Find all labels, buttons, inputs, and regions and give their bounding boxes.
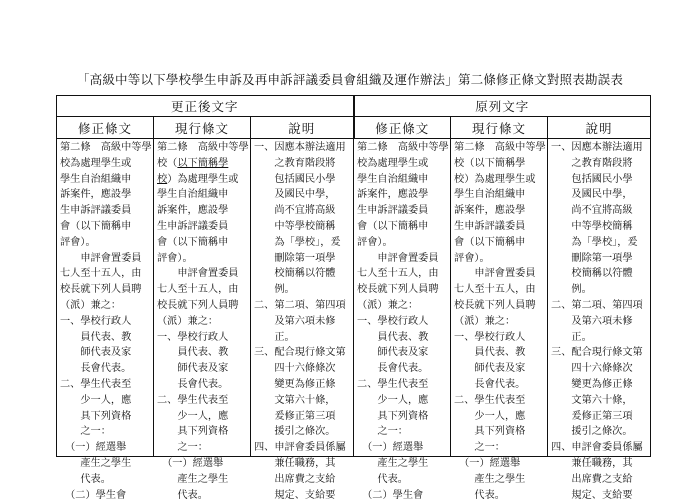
text-line: 之一： (157, 442, 208, 454)
col-header-explanation: 說明 (548, 117, 651, 139)
text-line: 三、配合現行條文第 (551, 347, 643, 359)
text-line: 代表。 (60, 473, 111, 485)
column-header-row (57, 117, 651, 139)
text-line: 申評會置委員 (157, 268, 239, 280)
text-line: 評會）。 (157, 252, 193, 264)
text-line: （一）經選舉 (454, 457, 521, 469)
text-line: 一、因應本辦法適用 (254, 142, 346, 153)
text-line: 之一： (454, 442, 505, 454)
text-line: 生申訴評議委員 (60, 205, 132, 217)
text-line: 校簡稱以符體 (551, 268, 633, 280)
text-line: 申評會置委員 (357, 252, 439, 264)
text-line: 變更為修正條 (551, 378, 633, 390)
text-line: 變更為修正條 (254, 378, 336, 390)
text-line: 七人至十五人，由 (60, 268, 142, 280)
group-header-original: 原列文字 (354, 96, 651, 117)
text-line: 一、學校行政人 (157, 331, 229, 343)
text-line: （派）兼之： (357, 299, 419, 311)
text-line: 學生自治組織申 (157, 189, 229, 201)
text-line: 申評會置委員 (454, 268, 536, 280)
text-line: （一）經選舉 (157, 457, 224, 469)
text-line: 第二條 高級中等學 (60, 142, 152, 153)
text-line: 評會）。 (454, 252, 490, 264)
text-line: 尚不宜將高級 (551, 205, 633, 217)
text-line: 學生自治組織申 (454, 189, 526, 201)
text-line: 員代表、教 (357, 331, 429, 343)
text-line: 產生之學生 (157, 473, 229, 485)
text-line: 師代表及家 (157, 363, 229, 375)
text-line: 生申訴評議委員 (157, 220, 229, 232)
text-line: 例。 (254, 284, 295, 296)
text-line: 刪除第一項學 (551, 252, 633, 264)
text-line: 校長就下列人員聘 (60, 284, 142, 296)
text-line: 校）為處理學生或 (157, 173, 239, 185)
text-line: 代表。 (157, 489, 208, 501)
text-line: 少一人，應 (157, 410, 229, 422)
text-line: 尚不宜將高級 (254, 205, 336, 217)
text-line: 具下列資格 (357, 410, 429, 422)
text-line: 及第六項未修 (551, 315, 633, 327)
corrected-amended-cell (57, 139, 154, 501)
text-line: 師代表及家 (357, 347, 429, 359)
text-line: 第二條 高級中等學 (357, 142, 449, 153)
text-line: 四、申評會委員係屬 (254, 442, 346, 454)
text-line: 二、第二項、第四項 (254, 299, 346, 311)
col-header-amended: 修正條文 (57, 117, 154, 139)
text-line: 師代表及家 (454, 363, 526, 375)
document-title: 「高級中等以下學校學生申訴及再申訴評議委員會組織及運作辦法」第二條修正條文對照表勘誤表 (76, 72, 624, 87)
text-line: 長會代表。 (454, 378, 526, 390)
text-line: （派）兼之： (157, 315, 219, 327)
text-line: 訴案件，應設學 (60, 189, 132, 201)
text-line: 校為處理學生或 (357, 157, 429, 169)
text-line: 援引之條次。 (551, 426, 633, 438)
text-line: 會（以下簡稱申 (454, 236, 526, 248)
text-line: 為「學校」，爰 (551, 236, 638, 248)
text-line: 生申訴評議委員 (357, 205, 429, 217)
text-line: 生申訴評議委員 (454, 220, 526, 232)
text-line: 學生自治組織申 (60, 173, 132, 185)
text-line: 會（以下簡稱申 (357, 220, 429, 232)
text-line: （二）學生會 (60, 489, 127, 501)
text-line: 產生之學生 (454, 473, 526, 485)
text-line: 申評會置委員 (60, 252, 142, 264)
text-line: 七人至十五人，由 (454, 284, 536, 296)
text-line: 學生自治組織申 (357, 173, 429, 185)
text-line: 會（以下簡稱申 (157, 236, 229, 248)
original-explanation-cell (548, 139, 651, 501)
text-line: 一、因應本辦法適用 (551, 142, 643, 153)
text-line: 長會代表。 (157, 378, 229, 390)
text-line: 二、學生代表至 (60, 378, 132, 390)
text-line: 中等學校簡稱 (254, 220, 336, 232)
text-line: 校（以下簡稱學 (454, 157, 526, 169)
group-header-row (57, 96, 651, 117)
col-header-explanation: 說明 (251, 117, 354, 139)
text-line: 及第六項未修 (254, 315, 336, 327)
original-current-cell (451, 139, 548, 501)
text-line: 訴案件，應設學 (357, 189, 429, 201)
text-line: 校長就下列人員聘 (357, 284, 439, 296)
group-header-corrected: 更正後文字 (57, 96, 354, 117)
text-line: 及國民中學， (551, 189, 633, 201)
text-line: 之一： (60, 426, 111, 438)
text-line: 四、申評會委員係屬 (551, 442, 643, 454)
text-line: 規定、支給要 (254, 489, 336, 501)
text-line: 少一人，應 (357, 394, 429, 406)
text-line: 評會）。 (60, 236, 96, 248)
text-line: 代表。 (357, 473, 408, 485)
text-line: 中等學校簡稱 (551, 220, 633, 232)
text-line: 文第六十條， (254, 394, 336, 406)
corrected-current-cell (154, 139, 251, 501)
text-line: 具下列資格 (157, 426, 229, 438)
text-line: 例。 (551, 284, 592, 296)
text-line: 規定、支給要 (551, 489, 633, 501)
text-line: 長會代表。 (60, 363, 132, 375)
text-line: （派）兼之： (60, 299, 122, 311)
col-header-amended: 修正條文 (354, 117, 451, 139)
text-line: 師代表及家 (60, 347, 132, 359)
text-line: 校（以下簡稱學 (157, 157, 229, 169)
text-line: 會（以下簡稱申 (60, 220, 132, 232)
text-line: 代表。 (454, 489, 505, 501)
text-line: 為「學校」，爰 (254, 236, 341, 248)
original-amended-cell (354, 139, 451, 501)
text-line: 第二條 高級中等學 (454, 142, 546, 153)
text-line: 兼任職務，其 (254, 457, 336, 469)
text-line: 包括國民小學 (551, 173, 633, 185)
text-line: 產生之學生 (357, 457, 429, 469)
col-header-current: 現行條文 (451, 117, 548, 139)
text-line: 少一人，應 (60, 394, 132, 406)
text-line: 援引之條次。 (254, 426, 336, 438)
text-line: 校為處理學生或 (60, 157, 132, 169)
text-line: 一、學校行政人 (454, 331, 526, 343)
text-line: 之一： (357, 426, 408, 438)
text-line: 之教育階段將 (551, 157, 633, 169)
text-line: 員代表、教 (60, 331, 132, 343)
text-line: （二）學生會 (357, 489, 424, 501)
text-line: 三、配合現行條文第 (254, 347, 346, 359)
col-header-current: 現行條文 (154, 117, 251, 139)
text-line: 七人至十五人，由 (157, 284, 239, 296)
text-line: 包括國民小學 (254, 173, 336, 185)
text-line: 爰修正第三項 (551, 410, 633, 422)
text-line: 員代表、教 (454, 347, 526, 359)
text-line: 七人至十五人，由 (357, 268, 439, 280)
text-line: 校長就下列人員聘 (157, 299, 239, 311)
text-line: 具下列資格 (60, 410, 132, 422)
text-line: 正。 (254, 331, 295, 343)
text-line: 四十六條條次 (551, 363, 633, 375)
text-line: 員代表、教 (157, 347, 229, 359)
text-line: 兼任職務，其 (551, 457, 633, 469)
text-line: 校簡稱以符體 (254, 268, 336, 280)
text-line: （派）兼之： (454, 315, 516, 327)
text-line: 文第六十條， (551, 394, 633, 406)
text-line: 長會代表。 (357, 363, 429, 375)
text-line: 之教育階段將 (254, 157, 336, 169)
text-line: 具下列資格 (454, 426, 526, 438)
text-line: 四十六條條次 (254, 363, 336, 375)
text-line: 刪除第一項學 (254, 252, 336, 264)
text-line: 訴案件，應設學 (454, 205, 526, 217)
text-line: （一）經選舉 (357, 442, 424, 454)
text-line: 二、學生代表至 (157, 394, 229, 406)
text-line: 二、學生代表至 (454, 394, 526, 406)
text-line: 校長就下列人員聘 (454, 299, 536, 311)
text-line: 校）為處理學生或 (454, 173, 536, 185)
comparison-table (56, 95, 651, 501)
text-line: 二、第二項、第四項 (551, 299, 643, 311)
text-line: 一、學校行政人 (357, 315, 429, 327)
text-line: 一、學校行政人 (60, 315, 132, 327)
text-line: 訴案件，應設學 (157, 205, 229, 217)
text-line: 出席費之支給 (551, 473, 633, 485)
body-row (57, 139, 651, 457)
text-line: 少一人，應 (454, 410, 526, 422)
text-line: （一）經選舉 (60, 442, 127, 454)
text-line: 評會）。 (357, 236, 393, 248)
text-line: 出席費之支給 (254, 473, 336, 485)
text-line: 及國民中學， (254, 189, 336, 201)
text-line: 爰修正第三項 (254, 410, 336, 422)
text-line: 二、學生代表至 (357, 378, 429, 390)
text-line: 第二條 高級中等學 (157, 142, 249, 153)
corrected-explanation-cell (251, 139, 354, 501)
text-line: 產生之學生 (60, 457, 132, 469)
text-line: 正。 (551, 331, 592, 343)
